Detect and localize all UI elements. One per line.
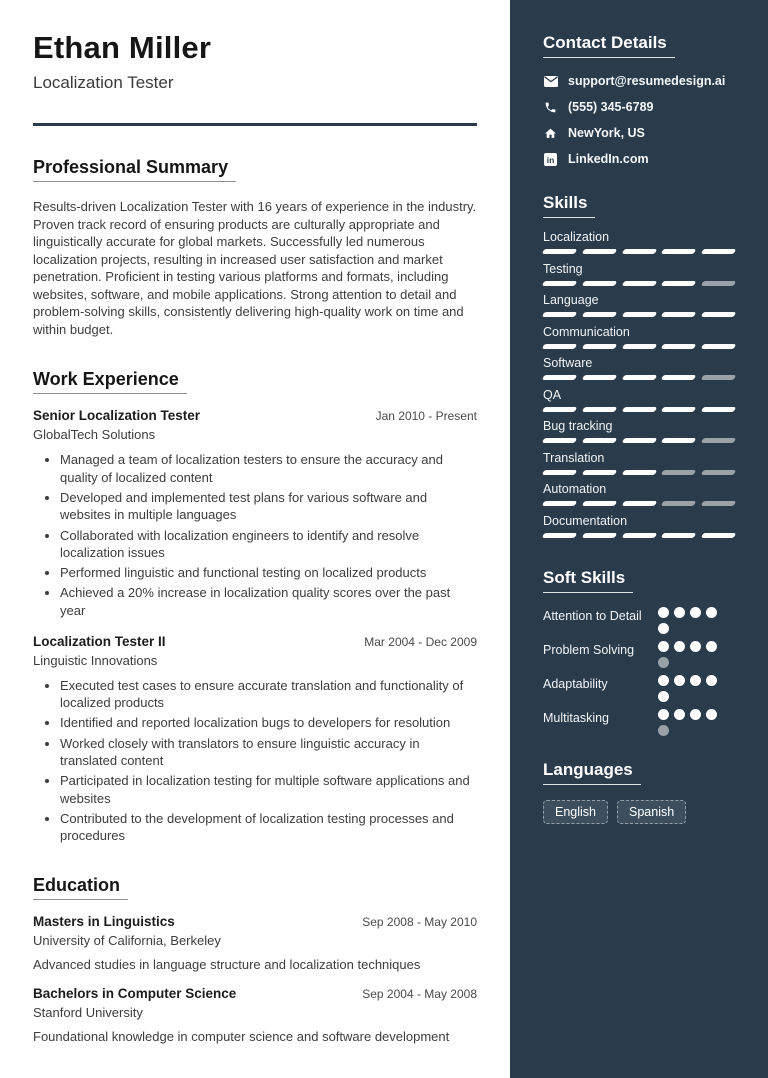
skill-bar-segment	[542, 533, 578, 538]
soft-skill-name: Adaptability	[543, 676, 608, 691]
contact-location: NewYork, US	[568, 126, 645, 140]
skill-item	[543, 419, 738, 443]
work-experience-heading: Work Experience	[33, 369, 187, 394]
svg-text:in: in	[546, 154, 555, 165]
soft-skill-dot	[674, 709, 685, 720]
skill-bar-segment	[701, 281, 737, 286]
job-role: Localization Tester II	[33, 633, 166, 649]
candidate-title: Localization Tester	[33, 73, 174, 92]
skill-bar-segment	[701, 375, 737, 380]
skill-bar-segment	[621, 312, 657, 317]
skill-bar-segment	[621, 344, 657, 349]
contact-row-phone	[543, 99, 738, 115]
skill-bar-segment	[621, 281, 657, 286]
job-list	[33, 408, 477, 844]
job-entry	[33, 408, 477, 619]
soft-skill-name: Multitasking	[543, 710, 609, 725]
job-company: GlobalTech Solutions	[33, 427, 156, 443]
job-bullet: • Collaborated with localization engineers to identify and resolve localization issues	[60, 527, 477, 562]
skill-bar-segment	[542, 281, 578, 286]
soft-skill-dot	[690, 709, 701, 720]
skill-bar-segment	[661, 344, 697, 349]
candidate-name: Ethan Miller	[33, 30, 212, 65]
skill-rating-bar	[543, 375, 735, 380]
summary-text: Results-driven Localization Tester with 16 years of experience in the industry. Proven track record of ensuring products are culturally appropriate and linguistically accurate for global markets. Successfully led numerous localization projects, resulting in increased user satisfaction and market penetration. Proficient in testing various platforms and formats, including websites, software, and mobile applications. Strong attention to detail and problem-solving skills, consistently delivering high-quality work on time and within budget.	[33, 199, 477, 337]
skill-item	[543, 356, 738, 380]
job-bullet-list	[33, 451, 477, 619]
education-school: University of California, Berkeley	[33, 933, 221, 949]
soft-skill-dot	[658, 607, 669, 618]
education-dates: Sep 2004 - May 2008	[362, 987, 477, 1002]
skill-bar-segment	[581, 281, 617, 286]
skill-bar-segment	[661, 470, 697, 475]
skill-bar-segment	[701, 249, 737, 254]
skill-bar-segment	[661, 501, 697, 506]
education-header	[33, 986, 477, 1001]
skill-rating-bar	[543, 407, 735, 412]
header-divider	[33, 123, 477, 126]
contact-heading: Contact Details	[543, 33, 675, 58]
soft-skill-dot	[674, 641, 685, 652]
job-bullet: • Achieved a 20% increase in localization quality scores over the past year	[60, 584, 477, 619]
job-bullet: • Participated in localization testing for multiple software applications and websites	[60, 772, 477, 807]
work-experience-section	[33, 369, 477, 844]
soft-skills-list	[543, 607, 738, 736]
skill-bar-segment	[661, 438, 697, 443]
skill-bar-segment	[621, 407, 657, 412]
skill-item	[543, 451, 738, 475]
skill-bar-segment	[581, 375, 617, 380]
job-bullet: • Identified and reported localization bugs to developers for resolution	[60, 714, 477, 731]
skill-bar-segment	[661, 249, 697, 254]
skill-bar-segment	[701, 312, 737, 317]
job-bullet: • Worked closely with translators to ensure linguistic accuracy in translated content	[60, 735, 477, 770]
soft-skill-dot	[658, 657, 669, 668]
education-section	[33, 875, 477, 1044]
job-header	[33, 634, 477, 649]
soft-skill-name: Problem Solving	[543, 642, 635, 657]
skill-rating-bar	[543, 470, 735, 475]
skill-bar-segment	[581, 470, 617, 475]
job-entry	[33, 634, 477, 845]
skill-bar-segment	[581, 249, 617, 254]
skill-rating-bar	[543, 312, 735, 317]
skill-bar-segment	[542, 470, 578, 475]
skill-bar-segment	[581, 501, 617, 506]
summary-heading: Professional Summary	[33, 157, 236, 182]
skill-bar-segment	[542, 344, 578, 349]
job-bullet: • Performed linguistic and functional testing on localized products	[60, 564, 477, 581]
education-list	[33, 914, 477, 1044]
contact-row-linkedin	[543, 151, 738, 167]
skill-rating-bar	[543, 438, 735, 443]
education-dates: Sep 2008 - May 2010	[362, 915, 477, 930]
skill-bar-segment	[621, 375, 657, 380]
skill-name: Documentation	[543, 513, 628, 528]
soft-skill-name: Attention to Detail	[543, 608, 642, 623]
skill-bar-segment	[701, 344, 737, 349]
education-entry	[33, 986, 477, 1044]
soft-skill-dot	[706, 607, 717, 618]
skill-name: Testing	[543, 261, 583, 276]
soft-skill-dot	[674, 675, 685, 686]
skill-bar-segment	[581, 312, 617, 317]
skill-rating-bar	[543, 281, 735, 286]
contact-email: support@resumedesign.ai	[568, 74, 726, 88]
education-school: Stanford University	[33, 1005, 143, 1021]
language-chip-list	[543, 800, 738, 824]
soft-skill-item	[543, 675, 738, 702]
skill-bar-segment	[661, 533, 697, 538]
soft-skill-dot	[658, 641, 669, 652]
skill-rating-bar	[543, 249, 735, 254]
job-header	[33, 408, 477, 423]
skill-rating-bar	[543, 501, 735, 506]
skill-bar-segment	[542, 438, 578, 443]
skill-bar-segment	[661, 312, 697, 317]
skill-bar-segment	[661, 281, 697, 286]
skill-bar-segment	[581, 407, 617, 412]
skill-bar-segment	[542, 312, 578, 317]
education-degree: Bachelors in Computer Science	[33, 986, 237, 1002]
skill-name: Localization	[543, 230, 610, 244]
skill-name: Software	[543, 356, 593, 370]
job-company: Linguistic Innovations	[33, 652, 158, 668]
soft-skill-rating-dots	[658, 607, 720, 634]
skill-bar-segment	[701, 533, 737, 538]
phone-icon	[543, 100, 558, 115]
skill-bar-segment	[701, 438, 737, 443]
skill-bar-segment	[542, 249, 578, 254]
contact-linkedin: LinkedIn.com	[568, 152, 649, 166]
education-header	[33, 914, 477, 929]
soft-skill-dot	[706, 641, 717, 652]
contact-row-email	[543, 73, 738, 89]
soft-skill-rating-dots	[658, 641, 720, 668]
skills-heading: Skills	[543, 193, 595, 218]
soft-skill-dot	[706, 675, 717, 686]
skill-item	[543, 262, 738, 286]
skill-bar-segment	[542, 407, 578, 412]
skill-name: Communication	[543, 324, 630, 339]
contact-phone: (555) 345-6789	[568, 100, 654, 114]
skill-bar-segment	[701, 407, 737, 412]
job-bullet-list	[33, 677, 477, 845]
languages-section	[543, 760, 738, 824]
linkedin-icon	[543, 152, 558, 167]
soft-skill-dot	[658, 675, 669, 686]
sidebar	[510, 0, 768, 1078]
soft-skill-rating-dots	[658, 709, 720, 736]
skill-name: Automation	[543, 482, 607, 496]
job-bullet: • Developed and implemented test plans for various software and websites in multiple languages	[60, 489, 477, 524]
soft-skill-dot	[658, 623, 669, 634]
email-icon	[543, 74, 558, 89]
skill-bar-segment	[542, 501, 578, 506]
skill-name: Bug tracking	[543, 419, 613, 433]
skill-rating-bar	[543, 344, 735, 349]
soft-skill-dot	[690, 607, 701, 618]
soft-skill-dot	[658, 709, 669, 720]
education-description: Advanced studies in language structure and localization techniques	[33, 957, 421, 973]
soft-skill-dot	[658, 725, 669, 736]
language-chip: English	[543, 800, 608, 824]
summary-section	[33, 157, 477, 338]
skill-bar-segment	[542, 375, 578, 380]
soft-skill-dot	[706, 709, 717, 720]
skill-bar-segment	[621, 533, 657, 538]
job-dates: Jan 2010 - Present	[375, 409, 477, 424]
home-icon	[543, 126, 558, 141]
soft-skill-dot	[690, 675, 701, 686]
soft-skills-heading: Soft Skills	[543, 568, 633, 593]
contact-row-location	[543, 125, 738, 141]
job-bullet: • Contributed to the development of localization testing processes and procedures	[60, 810, 477, 845]
skills-list	[543, 230, 738, 538]
languages-heading: Languages	[543, 760, 641, 785]
education-entry	[33, 914, 477, 972]
job-role: Senior Localization Tester	[33, 408, 201, 424]
skill-bar-segment	[581, 533, 617, 538]
skill-bar-segment	[581, 438, 617, 443]
skill-name: Language	[543, 293, 599, 307]
contact-section	[543, 33, 738, 167]
job-bullet: • Executed test cases to ensure accurate translation and functionality of localized products	[60, 677, 477, 712]
skill-bar-segment	[621, 438, 657, 443]
skill-bar-segment	[661, 407, 697, 412]
skill-item	[543, 482, 738, 506]
soft-skills-section	[543, 568, 738, 736]
skill-bar-segment	[661, 375, 697, 380]
skill-name: Translation	[543, 450, 605, 465]
skill-item	[543, 325, 738, 349]
contact-list	[543, 73, 738, 167]
soft-skill-dot	[690, 641, 701, 652]
soft-skill-rating-dots	[658, 675, 720, 702]
skill-bar-segment	[621, 249, 657, 254]
education-description: Foundational knowledge in computer science and software development	[33, 1029, 450, 1045]
skill-item	[543, 293, 738, 317]
soft-skill-item	[543, 709, 738, 736]
skill-item	[543, 514, 738, 538]
language-chip: Spanish	[617, 800, 686, 824]
job-dates: Mar 2004 - Dec 2009	[364, 634, 477, 649]
skill-bar-segment	[701, 501, 737, 506]
skill-rating-bar	[543, 533, 735, 538]
skill-item	[543, 388, 738, 412]
job-bullet: • Managed a team of localization testers to ensure the accuracy and quality of localized content	[60, 451, 477, 486]
skill-bar-segment	[621, 501, 657, 506]
skill-item	[543, 230, 738, 254]
education-degree: Masters in Linguistics	[33, 914, 175, 930]
skill-name: QA	[543, 387, 562, 402]
soft-skill-dot	[658, 691, 669, 702]
soft-skill-dot	[674, 607, 685, 618]
education-heading: Education	[33, 875, 128, 900]
skills-section	[543, 193, 738, 538]
skill-bar-segment	[621, 470, 657, 475]
soft-skill-item	[543, 641, 738, 668]
skill-bar-segment	[581, 344, 617, 349]
skill-bar-segment	[701, 470, 737, 475]
soft-skill-item	[543, 607, 738, 634]
